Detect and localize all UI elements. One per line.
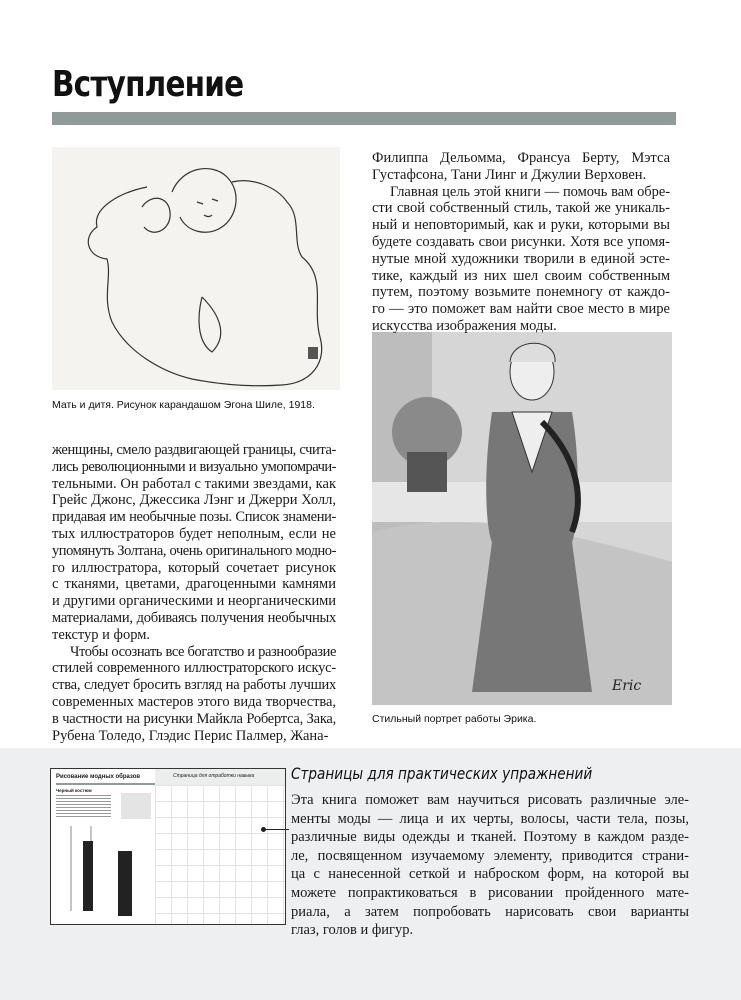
- text-line: и другими органическими и неорганическими: [52, 593, 336, 610]
- thumbnail-right-title: Страница для отработки навыка: [173, 773, 255, 779]
- text-line: различные виды одежды и тканей. Поэтому в каждом разде-: [291, 829, 689, 846]
- text-line: ца с нанесенной сеткой и наброском форм, на которой вы: [291, 866, 689, 883]
- text-line: будете создавать свои рисунки. Хотя все упомя-: [372, 233, 670, 250]
- text-line: стилей современного иллюстраторского искус-: [52, 660, 336, 677]
- practice-heading: Страницы для практических упражнений: [291, 764, 593, 783]
- text-line: можете попрактиковаться в рисовании пройденного мате-: [291, 884, 689, 901]
- paragraph: [52, 644, 336, 745]
- text-line: ства, следует бросить взгляд на работы лучших: [52, 677, 336, 694]
- paragraph: [291, 791, 689, 940]
- text-line: с тканями, цветами, драгоценными камнями: [52, 576, 336, 593]
- text-line: глаз, голов и фигур.: [291, 922, 414, 939]
- right-figure-caption: Стильный портрет работы Эрика.: [372, 713, 537, 725]
- text-line: искусства изображения моды.: [372, 317, 557, 334]
- text-line: го иллюстратора, который сочетает рисунок: [52, 559, 336, 576]
- eric-portrait-image: [372, 332, 672, 705]
- text-line: нутые мной художники творили в единой эсте-: [372, 250, 670, 267]
- text-line: женщины, смело раздвигающей границы, счита-: [52, 442, 336, 458]
- text-line: ный и неповторимый, как и руки, которыми вы: [372, 217, 670, 234]
- text-line: путем, поэтому возьмите понемногу от каждо-: [372, 284, 670, 301]
- text-line: Главная цель этой книги — помочь вам обре-: [390, 183, 670, 200]
- text-line: тельными. Он работал с такими звездами, как: [52, 475, 336, 492]
- title-rule: [52, 112, 676, 125]
- text-line: сти свой собственный стиль, такой же уникаль-: [372, 200, 670, 217]
- paragraph: [52, 442, 336, 644]
- practice-body: [291, 791, 689, 940]
- callout-line: [263, 829, 289, 830]
- thumbnail-left-title: Рисование модных образов: [56, 774, 141, 780]
- text-line: Рубена Толедо, Глэдис Перис Палмер, Жана-: [52, 727, 329, 744]
- text-line: Грейс Джонс, Джессика Лэнг и Джерри Холл,: [52, 492, 336, 509]
- text-line: в частности на рисунки Майкла Робертса, Зака,: [52, 710, 336, 727]
- text-line: тике, каждый из них шел своим собственным: [372, 267, 670, 284]
- text-line: тых иллюстраторов будет неполным, если не: [52, 525, 336, 542]
- text-line: текстур и форм.: [52, 626, 151, 643]
- paragraph: [372, 184, 670, 335]
- text-line: Чтобы осознать все богатство и разнообразие: [70, 643, 336, 660]
- text-line: го — это поможет вам найти свое место в мире: [372, 301, 670, 318]
- text-line: лись революционными и визуально умопомрачи-: [52, 458, 336, 475]
- callout-dot: [261, 827, 266, 832]
- right-text-column: [372, 150, 670, 335]
- text-line: риала, а затем попробовать нарисовать свои варианты: [291, 903, 689, 920]
- practice-page-thumbnail: [50, 768, 286, 925]
- text-line: Филиппа Дельомма, Франсуа Берту, Мэтса: [372, 150, 670, 166]
- signature: Eric: [612, 678, 642, 694]
- schiele-drawing-image: [52, 147, 340, 390]
- page-title: Вступление: [52, 64, 244, 105]
- text-line: современных мастеров этого вида творчества,: [52, 693, 336, 710]
- text-line: упомянуть Золтана, очень оригинального модно-: [52, 542, 336, 559]
- text-line: материалами, добиваясь получения необычных: [52, 609, 336, 626]
- text-line: Густафсона, Тани Линг и Джулии Верховен.: [372, 166, 647, 183]
- text-line: придавая им необычные позы. Список знамени-: [52, 509, 336, 526]
- text-line: Эта книга поможет вам научиться рисовать различные эле-: [291, 792, 689, 808]
- left-figure-caption: Мать и дитя. Рисунок карандашом Эгона Шиле, 1918.: [52, 399, 315, 411]
- text-line: менты моды — лица и их черты, волосы, части тела, позы,: [291, 810, 689, 827]
- thumbnail-left-subtitle: Черный костюм: [56, 788, 92, 793]
- left-text-column: [52, 442, 336, 744]
- paragraph: [372, 150, 670, 184]
- text-line: ле, посвященном изучаемому элементу, приводится страни-: [291, 847, 689, 864]
